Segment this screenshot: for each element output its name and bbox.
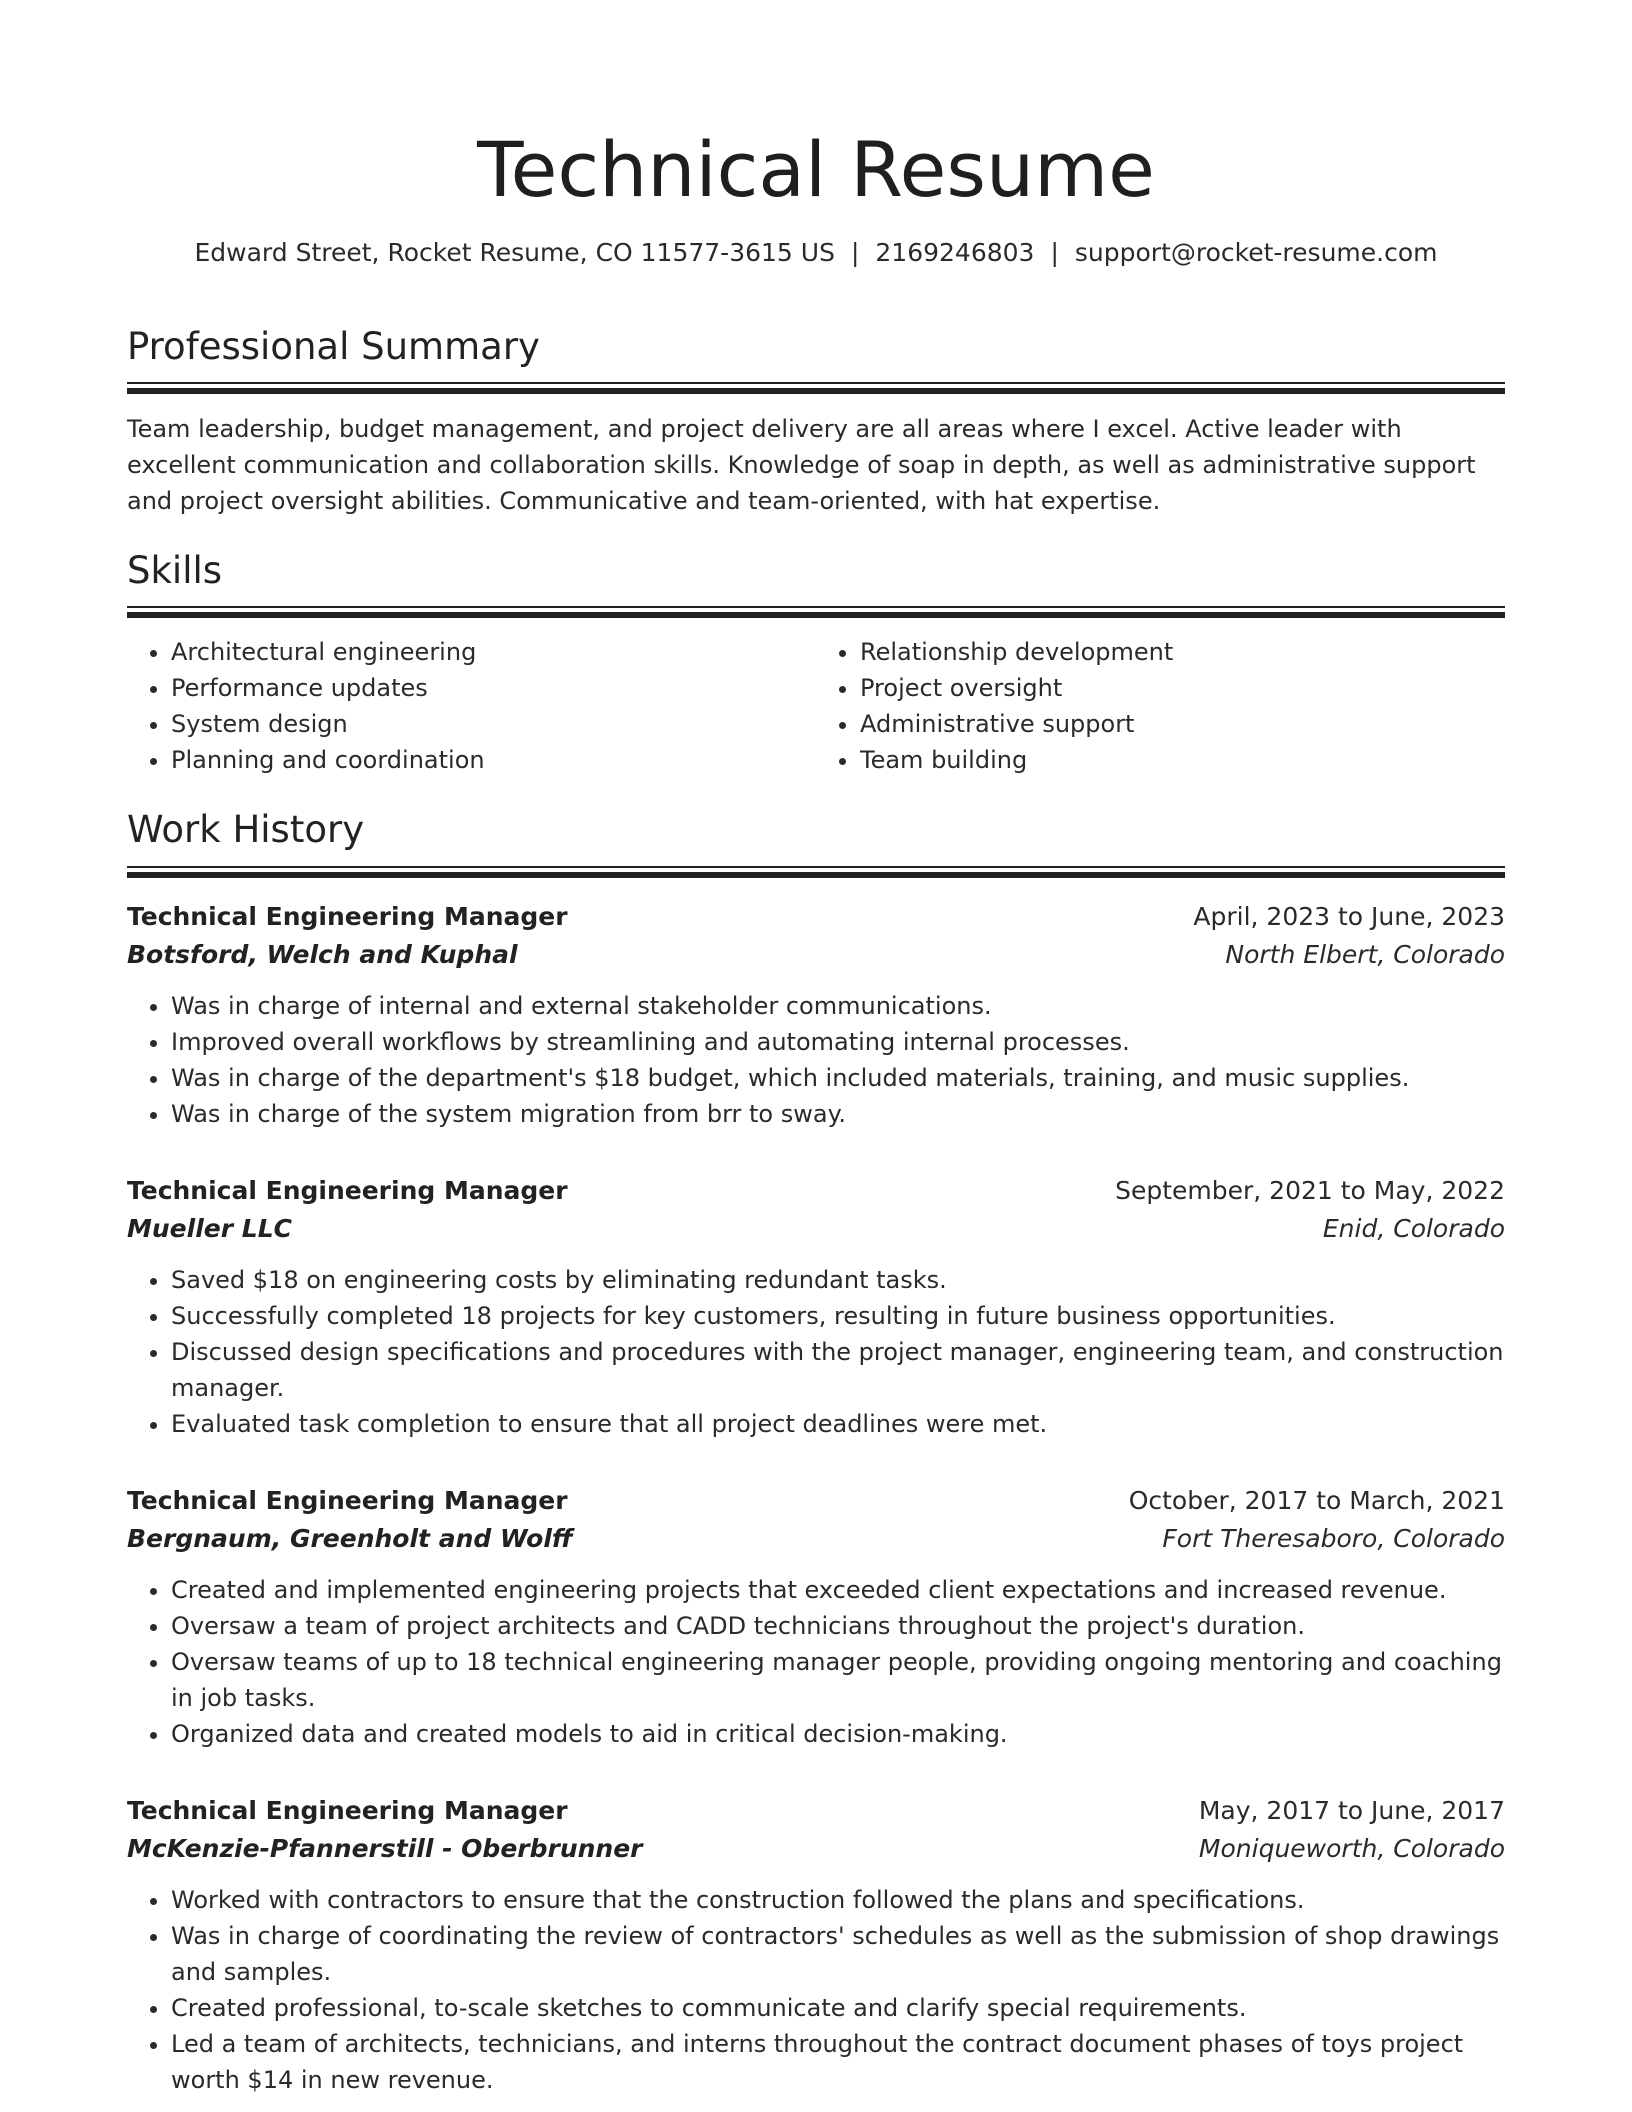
job-bullet: • Was in charge of coordinating the review of contractors' schedules as well as the submission of shop drawings and samples. — [171, 1918, 1505, 1990]
skill-item: • Administrative support — [860, 706, 1505, 742]
job-bullet-list — [127, 1572, 1505, 1752]
contact-line — [127, 238, 1505, 267]
job-header-row — [127, 1792, 1505, 1830]
job-bullet: • Created and implemented engineering projects that exceeded client expectations and increased revenue. — [171, 1572, 1505, 1608]
section-heading-skills: Skills — [127, 548, 223, 592]
work-history-section — [127, 808, 1505, 2097]
skill-item: • Team building — [860, 742, 1505, 778]
contact-separator: | — [1050, 237, 1059, 267]
skill-item: • Performance updates — [171, 670, 816, 706]
skill-item: • Project oversight — [860, 670, 1505, 706]
job-company: Bergnaum, Greenholt and Wolff — [127, 1523, 573, 1553]
job-dates: October, 2017 to March, 2021 — [1128, 1485, 1505, 1515]
job-company: Botsford, Welch and Kuphal — [127, 939, 518, 969]
job-company-row — [127, 1830, 1505, 1868]
section-divider — [127, 866, 1505, 878]
skills-columns — [127, 634, 1505, 778]
job-company: Mueller LLC — [127, 1213, 292, 1243]
job-bullet: • Was in charge of the system migration from brr to sway. — [171, 1096, 1505, 1132]
job-location: Enid, Colorado — [1322, 1213, 1505, 1243]
job-bullet-list — [127, 1882, 1505, 2098]
skill-item: • Planning and coordination — [171, 742, 816, 778]
job-bullet-list — [127, 988, 1505, 1132]
job-bullet: • Discussed design specifications and procedures with the project manager, engineering team, and construction manager. — [171, 1334, 1505, 1406]
job-location: Fort Theresaboro, Colorado — [1162, 1523, 1505, 1553]
job-bullet: • Oversaw a team of project architects and CADD technicians throughout the project's duration. — [171, 1608, 1505, 1644]
contact-address: Edward Street, Rocket Resume, CO 11577-3615 US — [194, 237, 835, 267]
job-title: Technical Engineering Manager — [127, 1175, 568, 1205]
contact-phone: 2169246803 — [875, 237, 1035, 267]
job-header-row — [127, 898, 1505, 936]
job-title: Technical Engineering Manager — [127, 1485, 568, 1515]
job-entry — [127, 898, 1505, 1132]
job-location: North Elbert, Colorado — [1225, 939, 1505, 969]
section-heading-work-history: Work History — [127, 808, 365, 852]
job-dates: September, 2021 to May, 2022 — [1115, 1175, 1505, 1205]
job-company-row — [127, 1520, 1505, 1558]
job-company-row — [127, 1210, 1505, 1248]
job-bullet: • Created professional, to-scale sketches to communicate and clarify special requirements. — [171, 1990, 1505, 2026]
job-entry — [127, 1792, 1505, 2098]
job-dates: April, 2023 to June, 2023 — [1193, 901, 1505, 931]
job-bullet: • Led a team of architects, technicians, and interns throughout the contract document phases of toys project worth $14 in new revenue. — [171, 2026, 1505, 2098]
professional-summary-section — [127, 325, 1505, 519]
job-bullet: • Oversaw teams of up to 18 technical engineering manager people, providing ongoing mentoring and coaching in job tasks. — [171, 1644, 1505, 1716]
job-bullet: • Was in charge of the department's $18 budget, which included materials, training, and music supplies. — [171, 1060, 1505, 1096]
section-divider — [127, 382, 1505, 394]
job-bullet: • Successfully completed 18 projects for key customers, resulting in future business opportunities. — [171, 1298, 1505, 1334]
contact-separator: | — [850, 237, 860, 267]
job-bullet: • Was in charge of internal and external stakeholder communications. — [171, 988, 1505, 1024]
skills-section — [127, 549, 1505, 778]
job-company: McKenzie-Pfannerstill - Oberbrunner — [127, 1833, 643, 1863]
job-title: Technical Engineering Manager — [127, 1795, 568, 1825]
skill-item: • Architectural engineering — [171, 634, 816, 670]
job-company-row — [127, 936, 1505, 974]
summary-text: Team leadership, budget management, and project delivery are all areas where I excel. Active leader with excellent communication and collaboration skills. Knowledge of soap in depth, as well as administrative support and project oversight abilities. Communicative and team-oriented, with hat expertise. — [127, 414, 1476, 515]
job-entry — [127, 1482, 1505, 1752]
job-header-row — [127, 1172, 1505, 1210]
job-title: Technical Engineering Manager — [127, 901, 568, 931]
section-heading-summary: Professional Summary — [127, 324, 540, 368]
job-header-row — [127, 1482, 1505, 1520]
skills-list-right — [816, 634, 1505, 778]
resume-title: Technical Resume — [477, 125, 1155, 214]
job-bullet: • Worked with contractors to ensure that the construction followed the plans and specifications. — [171, 1882, 1505, 1918]
skill-item: • System design — [171, 706, 816, 742]
section-divider — [127, 606, 1505, 618]
job-bullet-list — [127, 1262, 1505, 1442]
job-location: Moniqueworth, Colorado — [1198, 1833, 1505, 1863]
job-bullet: • Improved overall workflows by streamlining and automating internal processes. — [171, 1024, 1505, 1060]
job-bullet: • Saved $18 on engineering costs by eliminating redundant tasks. — [171, 1262, 1505, 1298]
contact-email: support@rocket-resume.com — [1074, 237, 1438, 267]
skill-item: • Relationship development — [860, 634, 1505, 670]
job-bullet: • Organized data and created models to aid in critical decision-making. — [171, 1716, 1505, 1752]
job-bullet: • Evaluated task completion to ensure that all project deadlines were met. — [171, 1406, 1505, 1442]
job-entry — [127, 1172, 1505, 1442]
skills-list-left — [127, 634, 816, 778]
job-dates: May, 2017 to June, 2017 — [1198, 1795, 1505, 1825]
